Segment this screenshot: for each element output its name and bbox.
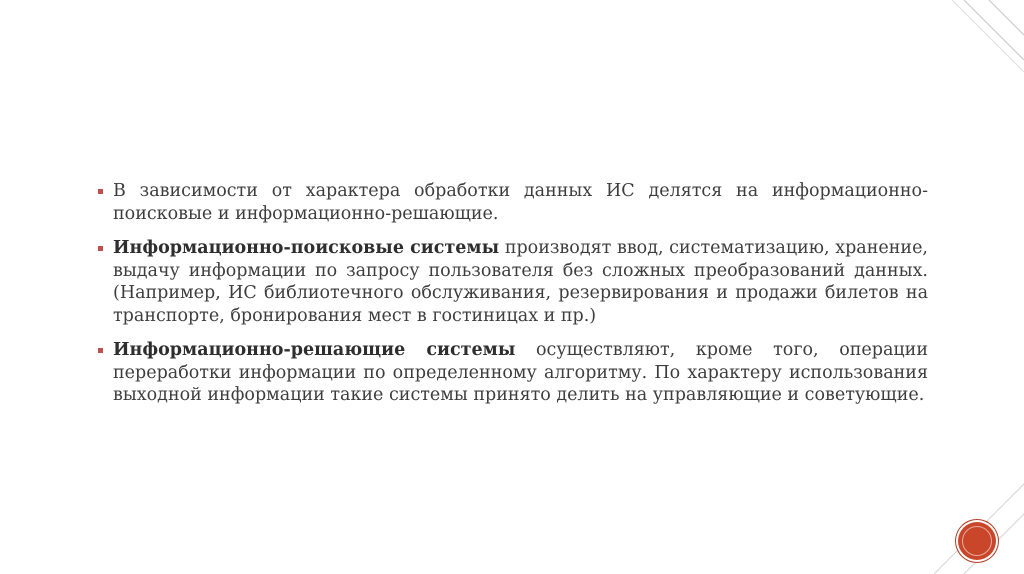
slide-number-badge-icon bbox=[958, 522, 996, 560]
bullet-bold-text: Информационно-решающие системы bbox=[113, 340, 516, 360]
bullet-square-icon bbox=[98, 189, 103, 194]
bullet-item bbox=[98, 339, 928, 407]
badge-ring-icon bbox=[962, 526, 992, 556]
slide-body bbox=[98, 180, 928, 419]
bullet-square-icon bbox=[98, 348, 103, 353]
bullet-item bbox=[98, 237, 928, 327]
bullet-bold-text: Информационно-поисковые системы bbox=[113, 238, 500, 258]
decorative-corner-lines bbox=[934, 0, 1024, 574]
bullet-square-icon bbox=[98, 246, 103, 251]
decorative-line bbox=[952, 0, 1024, 72]
bullet-text: В зависимости от характера обработки данных ИС делятся на информационно-поисковые и информационно-решающие. bbox=[113, 181, 928, 224]
bullet-item bbox=[98, 180, 928, 225]
decorative-line bbox=[964, 0, 1024, 60]
bullet-text: производят ввод, систематизацию, хранение, выдачу информации по запросу пользователя без сложных преобразований данных. (Например, ИС библиотечного обслуживания, резервирования и продажи билетов на транспорте, бронирования мест в гостиницах и пр.) bbox=[113, 238, 928, 326]
bullet-text: осуществляют, кроме того, операции переработки информации по определенному алгоритму. По характеру использования выходной информации такие системы принято делить на управляющие и советующие. bbox=[113, 340, 928, 405]
